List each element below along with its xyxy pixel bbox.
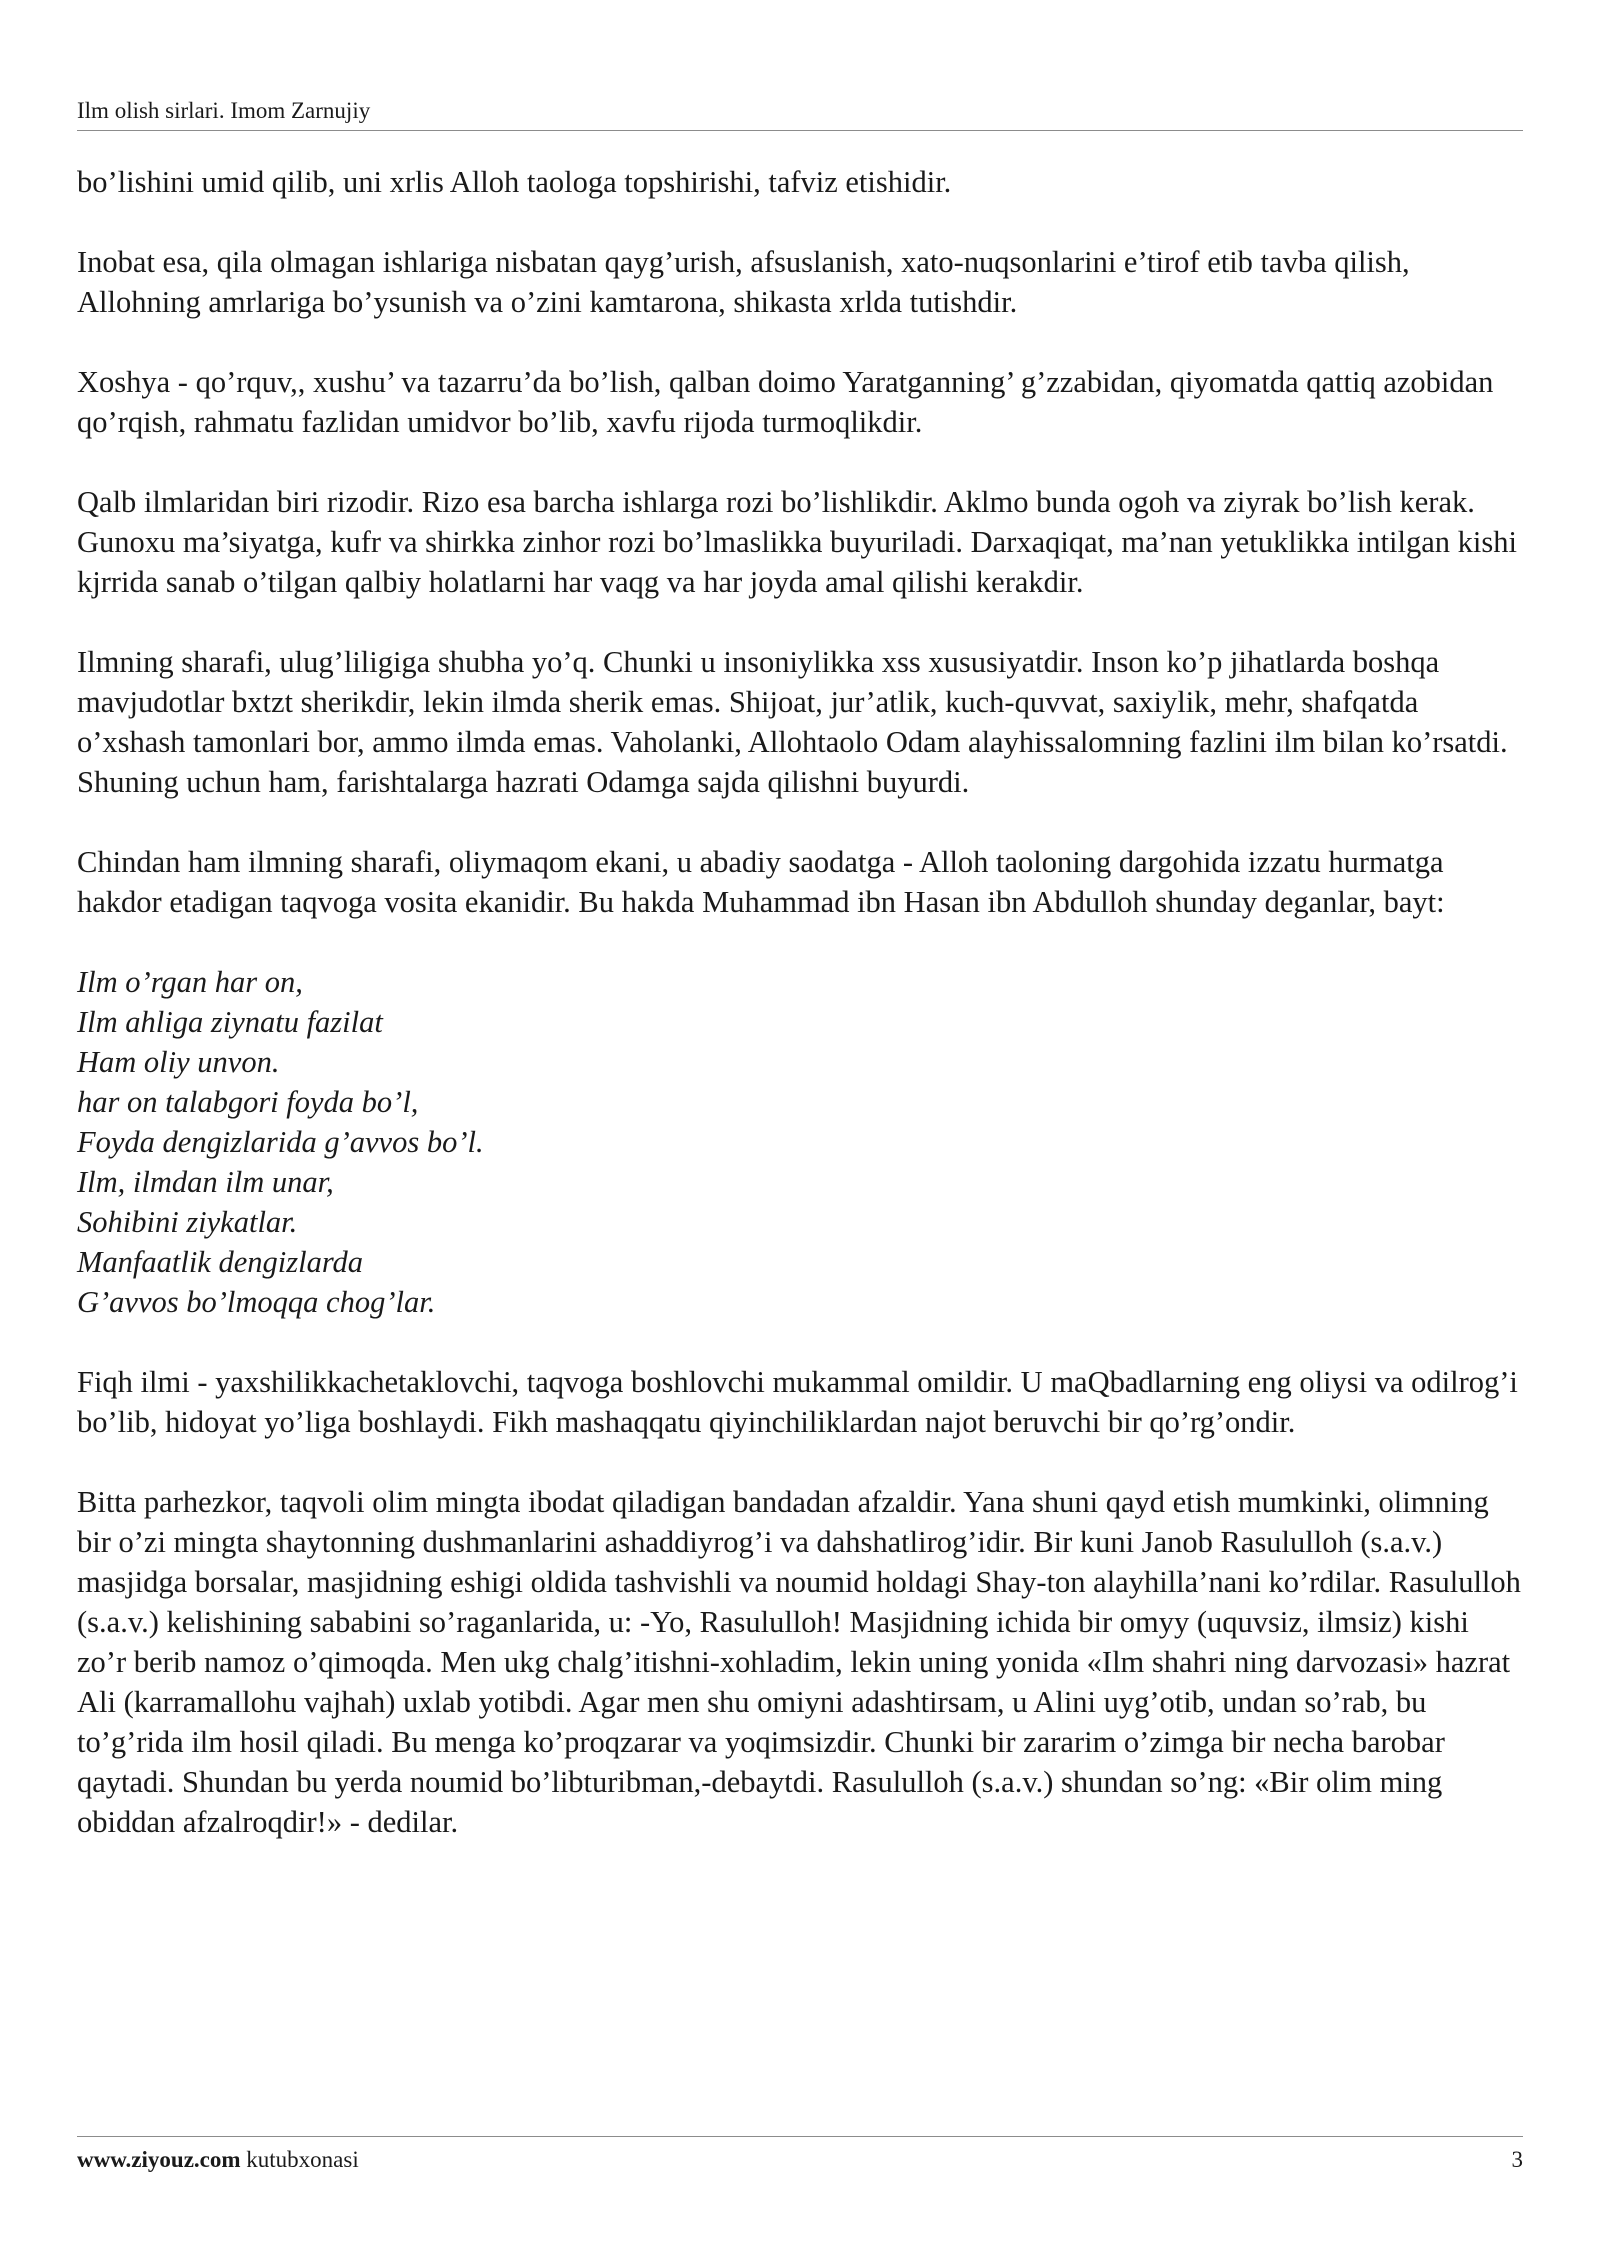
paragraph: Chindan ham ilmning sharafi, oliymaqom ekani, u abadiy saodatga - Alloh taoloning dargohida izzatu hurmatga hakdor etadigan taqvoga vosita ekanidir. Bu hakda Muhammad ibn Hasan ibn Abdulloh shunday deganlar, bayt: — [77, 845, 1445, 919]
running-header — [77, 96, 1523, 131]
footer-site-suffix: kutubxonasi — [240, 2147, 359, 2172]
poem-line: G’avvos bo’lmoqqa chog’lar. — [77, 1285, 436, 1319]
paragraph: Bitta parhezkor, taqvoli olim mingta ibodat qiladigan bandadan afzaldir. Yana shuni qayd etish mumkinki, olimning bir o’zi mingta shaytonning dushmanlarini ashaddiyrog’i va dahshatlirog’idir. Bir kuni Janob Rasululloh (s.a.v.) masjidga borsalar, masjidning eshigi oldida tashvishli va noumid holdagi Shay-ton alayhilla’nani ko’rdilar. Rasululloh (s.a.v.) kelishining sababini so’raganlarida, u: -Yo, Rasululloh! Masjidning ichida bir omyy (uquvsiz, ilmsiz) kishi zo’r berib namoz o’qimoqda. Men ukg chalg’itishni-xohladim, lekin uning yonida «Ilm shahri ning darvozasi» hazrat Ali (karramallohu vajhah) uxlab yotibdi. Agar men shu omiyni adashtirsam, u Alini uyg’otib, undan so’rab, bu to’g’rida ilm hosil qiladi. Bu menga ko’proqzarar va yoqimsizdir. Chunki bir zararim o’zimga bir necha barobar qaytadi. Shundan bu yerda noumid bo’libturibman,-debaytdi. Rasululloh (s.a.v.) shundan so’ng: «Bir olim ming obiddan afzalroqdir!» - dedilar. — [77, 1485, 1521, 1839]
paragraph: Ilmning sharafi, ulug’liligiga shubha yo’q. Chunki u insoniylikka xss xususiyatdir. Inson ko’p jihatlarda boshqa mavjudotlar bxtzt sherikdir, lekin ilmda sherik emas. Shijoat, jur’atlik, kuch-quvvat, saxiylik, mehr, shafqatda o’xshash tamonlari bor, ammo ilmda emas. Vaholanki, Allohtaolo Odam alayhissalomning fazlini ilm bilan ko’rsatdi. Shuning uchun ham, farishtalarga hazrati Odamga sajda qilishni buyurdi. — [77, 645, 1508, 799]
paragraph: Inobat esa, qila olmagan ishlariga nisbatan qayg’urish, afsuslanish, xato-nuqsonlarini e’tirof etib tavba qilish, Allohning amrlariga bo’ysunish va o’zini kamtarona, shikasta xrlda tutishdir. — [77, 245, 1410, 319]
poem-line: Ham oliy unvon. — [77, 1045, 280, 1079]
running-footer — [77, 2136, 1523, 2175]
paragraph: Fiqh ilmi - yaxshilikkachetaklovchi, taqvoga boshlovchi mukammal omildir. U maQbadlarning eng oliysi va odilrog’i bo’lib, hidoyat yo’liga boshlaydi. Fikh mashaqqatu qiyinchiliklardan najot beruvchi bir qo’rg’ondir. — [77, 1365, 1518, 1439]
poem-line: Manfaatlik dengizlarda — [77, 1245, 364, 1279]
poem-line: Sohibini ziykatlar. — [77, 1205, 298, 1239]
poem-line: Ilm ahliga ziynatu fazilat — [77, 1005, 383, 1039]
footer-site-link[interactable]: www.ziyouz.com — [77, 2147, 241, 2172]
header-title: Ilm olish sirlari. Imom Zarnujiy — [77, 98, 371, 123]
paragraph: Xoshya - qo’rquv,, xushu’ va tazarru’da bo’lish, qalban doimo Yaratganning’ g’zzabidan, qiyomatda qattiq azobidan qo’rqish, rahmatu fazlidan umidvor bo’lib, xavfu rijoda turmoqlikdir. — [77, 365, 1494, 439]
poem-line: Foyda dengizlarida g’avvos bo’l. — [77, 1125, 484, 1159]
poem-line: har on talabgori foyda bo’l, — [77, 1085, 419, 1119]
poem-line: Ilm, ilmdan ilm unar, — [77, 1165, 334, 1199]
paragraph: Qalb ilmlaridan biri rizodir. Rizo esa barcha ishlarga rozi bo’lishlikdir. Aklmo bunda ogoh va ziyrak bo’lish kerak. Gunoxu ma’siyatga, kufr va shirkka zinhor rozi bo’lmaslikka buyuriladi. Darxaqiqat, ma’nan yetuklikka intilgan kishi kjrrida sanab o’tilgan qalbiy holatlarni har vaqg va har joyda amal qilishi kerakdir. — [77, 485, 1517, 599]
body-text — [77, 162, 1523, 1882]
footer-source — [77, 2145, 359, 2175]
paragraph: bo’lishini umid qilib, uni xrlis Alloh taologa topshirishi, tafviz etishidir. — [77, 165, 952, 199]
page-number: 3 — [1511, 2147, 1523, 2172]
poem — [77, 962, 1523, 1322]
poem-line: Ilm o’rgan har on, — [77, 965, 303, 999]
